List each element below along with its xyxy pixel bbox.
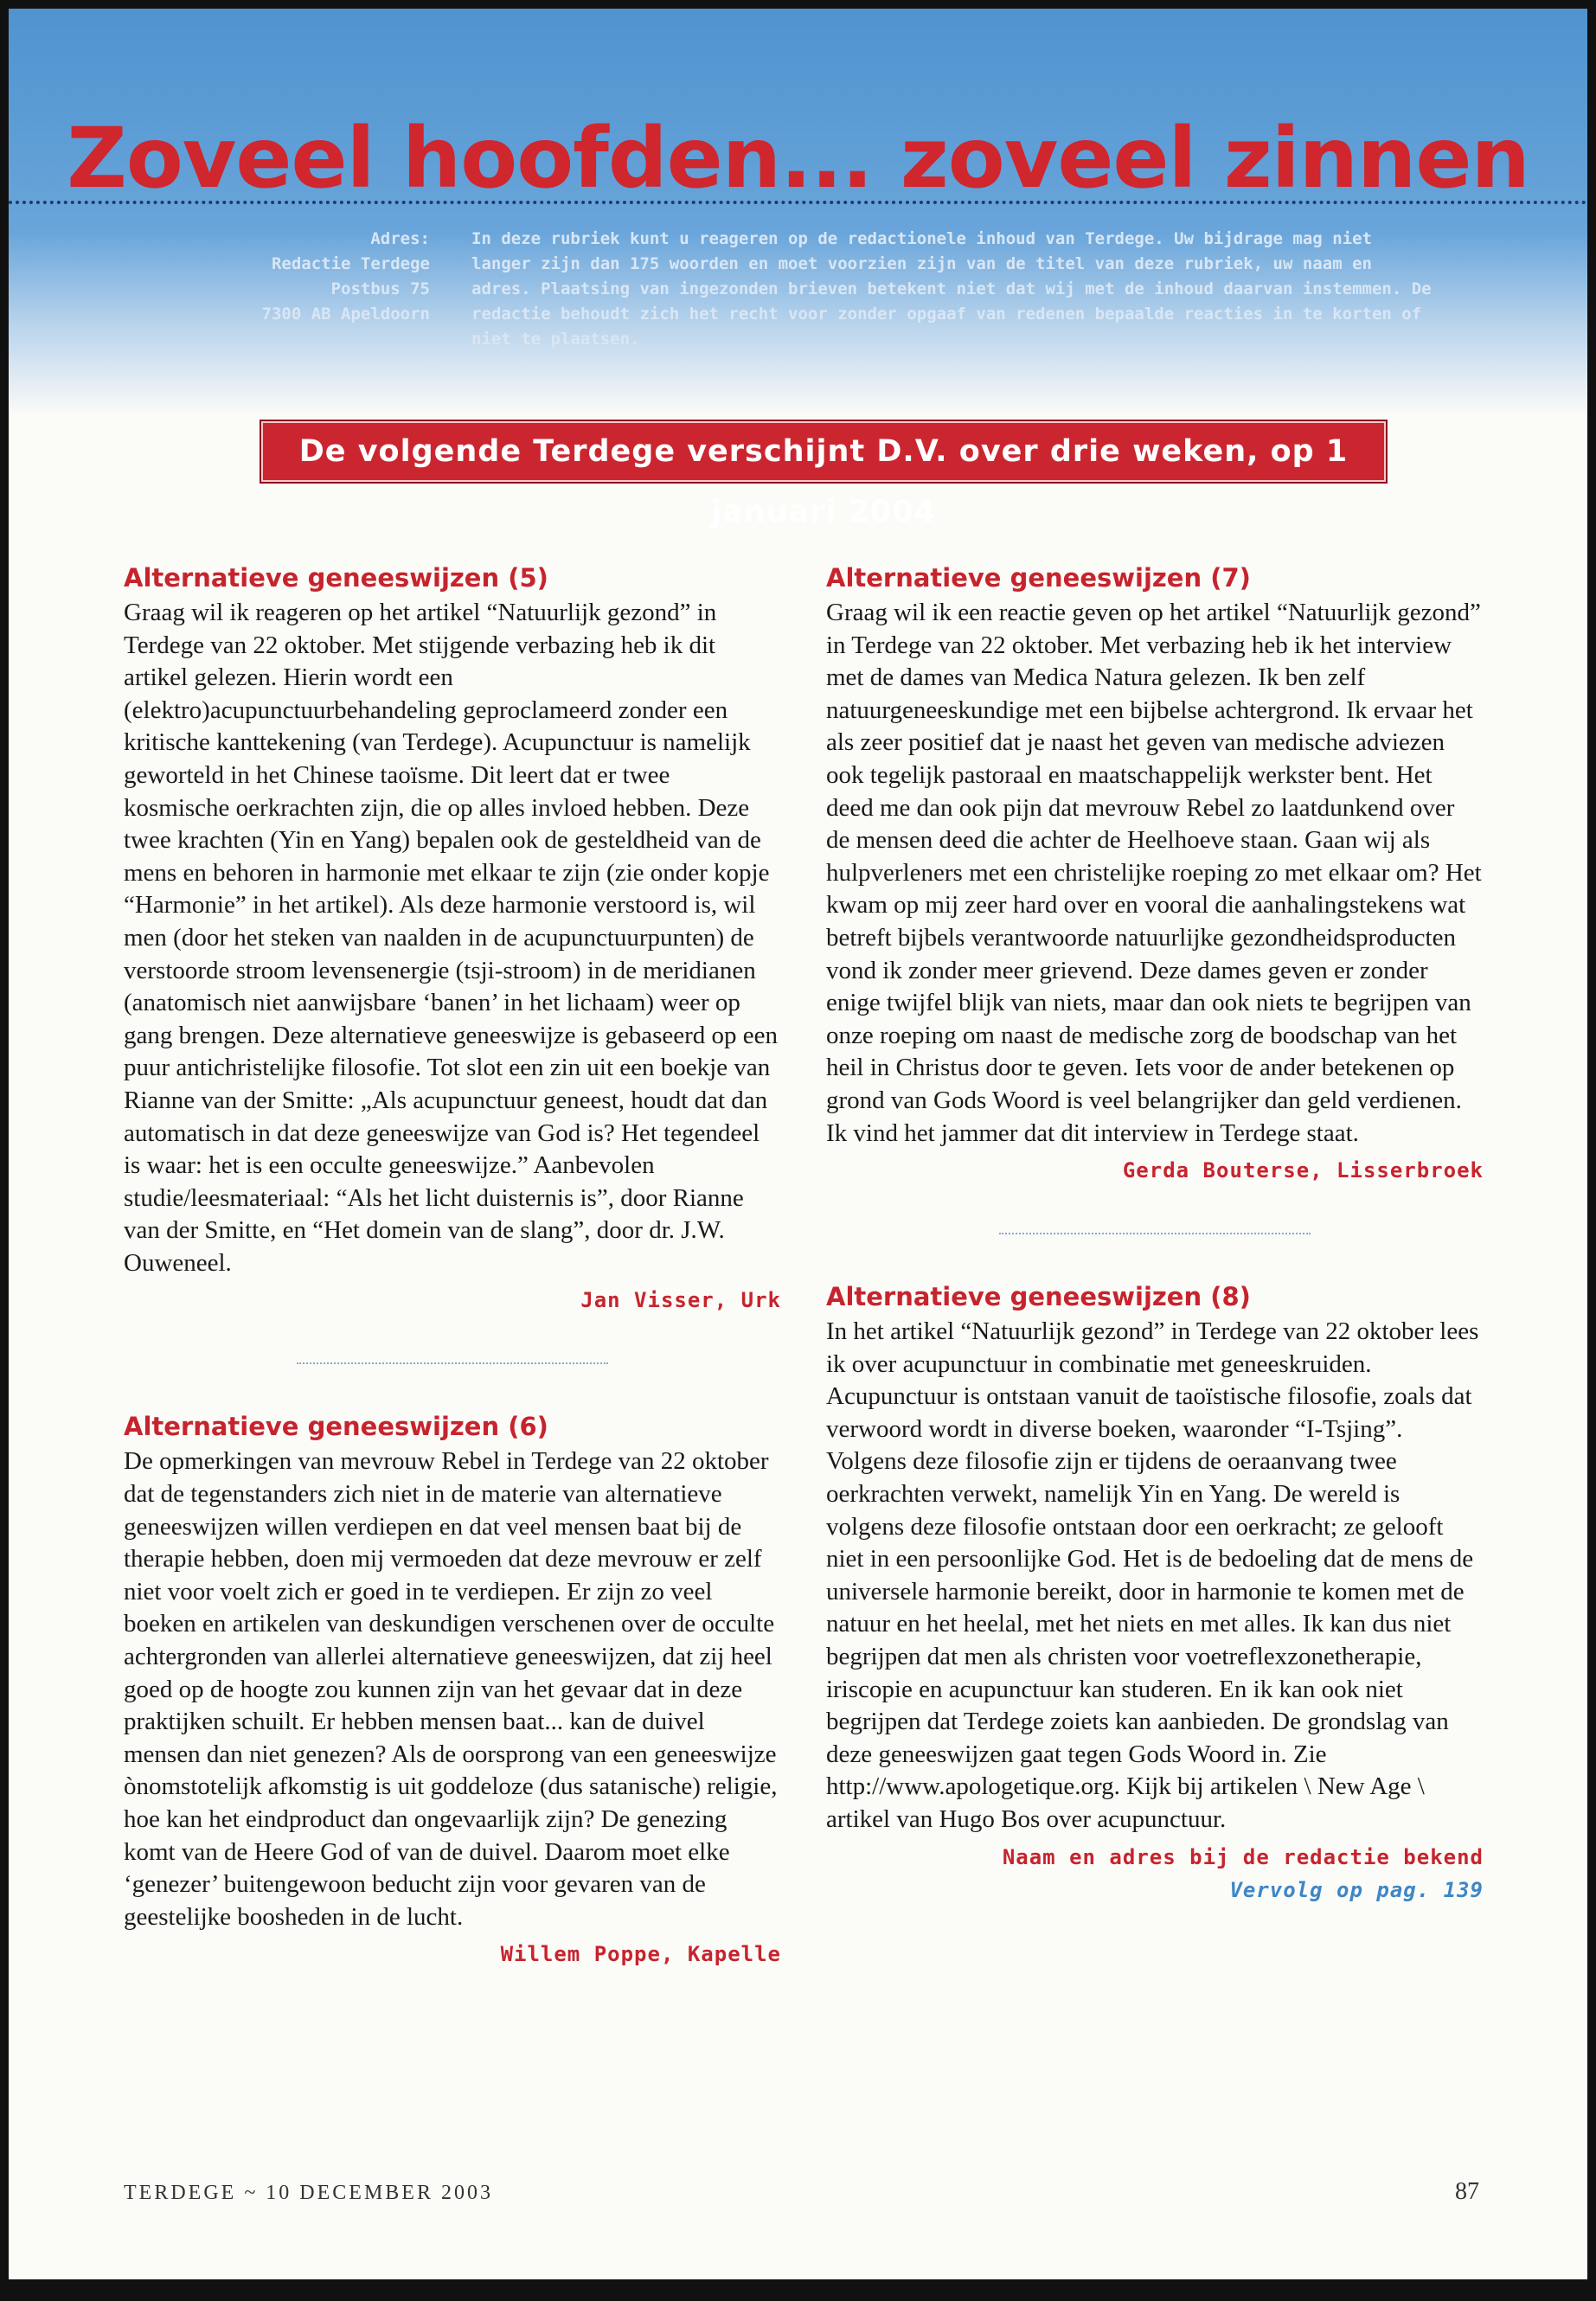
rubric-intro: In deze rubriek kunt u reageren op de redactionele inhoud van Terdege. Uw bijdrage mag niet langer zijn dan 175 woorden en moet voorzien zijn van de titel van deze rubriek, uw naam en adres. Plaatsing van ingezonden brieven betekent niet dat wij met de inhoud daarvan instemmen. De redactie behoudt zich het recht voor zonder opgaaf van redenen bepaalde reacties in te korten of niet te plaatsen. [471, 229, 1432, 349]
letter [826, 561, 1484, 1183]
header-band [9, 9, 1587, 415]
letter [124, 561, 781, 1312]
next-issue-banner: De volgende Terdege verschijnt D.V. over drie weken, op 1 januari 2004 [260, 420, 1388, 484]
page-number: 87 [1455, 2178, 1479, 2205]
letter-body: De opmerkingen van mevrouw Rebel in Terdege van 22 oktober dat de tegenstanders zich niet in de materie van alternatieve geneeswijzen willen verdiepen en dat veel mensen baat bij de therapie hebben, doen mij vermoeden dat deze mevrouw er zelf niet voor voelt zich er goed in te verdiepen. Er zijn zo veel boeken en artikelen van deskundigen verschenen over de occulte achtergronden van allerlei alternatieve geneeswijzen, dat zij heel goed op de hoogte zou kunnen zijn van het gevaar dat in deze praktijken schuilt. Er hebben mensen baat... kan de duivel mensen dan niet genezen? Als de oorsprong van een geneeswijze ònomstotelijk afkomstig is uit goddeloze (dus satanische) religie, hoe kan het eindproduct dan ongevaarlijk zijn? De genezing komt van de Heere God of van de duivel. Daarom moet elke ‘genezer’ buitengewoon beducht zijn voor gevaren van de geestelijke boosheden in de lucht. [124, 1447, 778, 1931]
title-dotted-rule [9, 201, 1587, 204]
letter-signature: Naam en adres bij de redactie bekend [1002, 1844, 1484, 1869]
letter-signature: Jan Visser, Urk [580, 1288, 781, 1313]
letter-body: Graag wil ik reageren op het artikel “Natuurlijk gezond” in Terdege van 22 oktober. Met stijgende verbazing heb ik dit artikel gelezen. Hierin wordt een (elektro)acupunctuurbehandeling geproclameerd zonder een kritische kanttekening (van Terdege). Acupunctuur is namelijk geworteld in het Chinese taoïsme. Dit leert dat er twee kosmische oerkrachten zijn, die op alles invloed hebben. Deze twee krachten (Yin en Yang) bepalen ook de gesteldheid van de mens en behoren in harmonie met elkaar te zijn (zie onder kopje “Harmonie” in het artikel). Als deze harmonie verstoord is, wil men (door het steken van naalden in de acupunctuurpunten) de verstoorde stroom levensenergie (tsji-stroom) in de meridianen (anatomisch niet aanwijsbare ‘banen’ in het lichaam) weer op gang brengen. Deze alternatieve geneeswijze is gebaseerd op een puur antichristelijke filosofie. Tot slot een zin uit een boekje van Rianne van der Smitte: „Als acupunctuur geneest, houdt dat dan automatisch in dat deze geneeswijze van God is? Het tegendeel is waar: het is een occulte geneeswijze.” Aanbevolen studie/leesmateriaal: “Als het licht duisternis is”, door Rianne van der Smitte, en “Het domein van de slang”, door dr. J.W. Ouweneel. [124, 599, 779, 1277]
letter-body: Graag wil ik een reactie geven op het artikel “Natuurlijk gezond” in Terdege van 22 oktober. Met verbazing heb ik het interview met de dames van Medica Natura gelezen. Ik ben zelf natuurgeneeskundige met een bijbelse achtergrond. Ik ervaar het als zeer positief dat je naast het geven van medische adviezen ook tegelijk pastoraal en maatschappelijk werkster bent. Het deed me dan ook pijn dat mevrouw Rebel zo laatdunkend over de mensen deed die achter de Heelhoeve staan. Gaan wij als hulpverleners met een christelijke roeping zo met elkaar om? Het kwam op mij zeer hard over en vooral die aanhalingstekens wat betreft bijbels verantwoorde natuurlijke gezondheidsproducten vond ik zonder meer grievend. Deze dames geven er zonder enige twijfel blijk van niets, maar dan ook niets te begrijpen van onze roeping om naast de medische zorg de boodschap van het heil in Christus door te geven. Iets voor de ander betekenen op grond van Gods Woord is veel belangrijker dan geld verdienen. Ik vind het jammer dat dit interview in Terdege staat. [826, 599, 1482, 1147]
magazine-page [9, 9, 1587, 2279]
dotted-divider [999, 1233, 1311, 1234]
address-block [170, 227, 430, 327]
letter [826, 1279, 1484, 1869]
letter-heading: Alternatieve geneeswijzen (8) [826, 1282, 1251, 1312]
address-label: Adres: [370, 229, 430, 248]
continued-link: Vervolg op pag. 139 [1229, 1877, 1484, 1902]
letter-signature: Gerda Bouterse, Lisserbroek [1122, 1158, 1484, 1183]
letter-signature: Willem Poppe, Kapelle [500, 1942, 781, 1967]
letter-heading: Alternatieve geneeswijzen (7) [826, 563, 1251, 593]
footer-issue: TERDEGE ~ 10 DECEMBER 2003 [124, 2182, 493, 2204]
address-line: 7300 AB Apeldoorn [261, 304, 430, 324]
letter-body: In het artikel “Natuurlijk gezond” in Terdege van 22 oktober lees ik over acupunctuur in combinatie met geneeskruiden. Acupunctuur is ontstaan vanuit de taoïstische filosofie, zoals dat verwoord wordt in diverse boeken, waaronder “I-Tsjing”. Volgens deze filosofie zijn er tijdens de oeraanvang twee oerkrachten verwekt, namelijk Yin en Yang. De wereld is volgens deze filosofie ontstaan door een oerkracht; ze gelooft niet in een persoonlijke God. Het is de bedoeling dat de mens de universele harmonie bereikt, door in harmonie te komen met de natuur en het heelal, met het niets en met alles. Ik kan dus niet begrijpen dat men als christen voor voetreflexzonetherapie, iriscopie en acupunctuur kan studeren. En ik kan ook niet begrijpen dat Terdege zoiets kan aanbieden. De grondslag van deze geneeswijzen gaat tegen Gods Woord in. Zie http://www.apologetique.org. Kijk bij artikelen \ New Age \ artikel van Hugo Bos over acupunctuur. [826, 1317, 1479, 1833]
page-title: Zoveel hoofden... zoveel zinnen [67, 110, 1529, 207]
dotted-divider [297, 1362, 608, 1364]
right-column [826, 561, 1484, 1902]
left-column [124, 561, 781, 1966]
letter [124, 1409, 781, 1966]
address-line: Redactie Terdege [271, 254, 430, 273]
letter-heading: Alternatieve geneeswijzen (5) [124, 563, 548, 593]
letter-heading: Alternatieve geneeswijzen (6) [124, 1412, 548, 1442]
address-line: Postbus 75 [330, 279, 430, 298]
